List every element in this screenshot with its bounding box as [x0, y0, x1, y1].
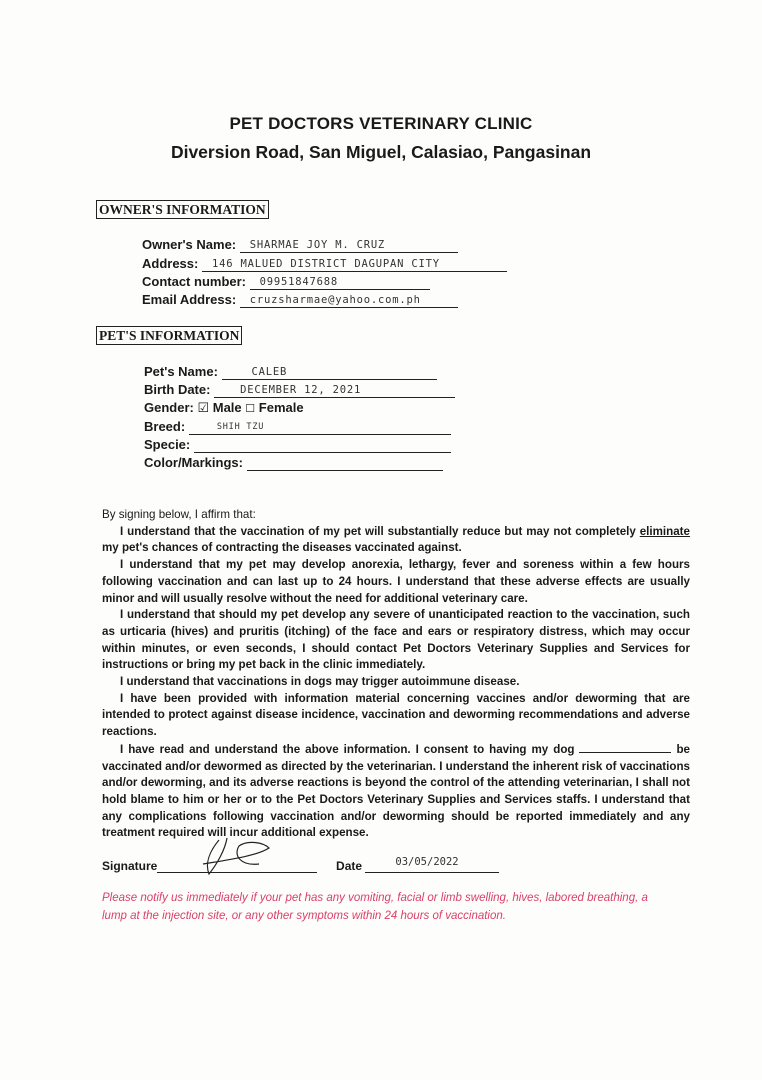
notice-text: Please notify us immediately if your pet has any vomiting, facial or limb swelling, hives, labored breathing, a lump at the injection site, or any other symptoms within 24 hours of vaccination.: [102, 892, 648, 922]
pet-section-title: PET'S INFORMATION: [96, 326, 242, 345]
pet-gender-row: [144, 400, 304, 417]
consent-text: [102, 507, 690, 842]
pet-specie-field[interactable]: [194, 438, 451, 453]
consent-p6-b: be vaccinated and/or dewormed as directed by the veterinarian. I understand the inherent risk of vaccinations and/or deworming, and its adverse reactions is beyond the control of the attending veterinarian, I shall not hold blame to him or her or to the Pet Doctors Veterinary Supplies and Services staffs. I understand that any complications following vaccination and/or deworming should be reported immediately and any treatment required will incur additional expense.: [102, 742, 690, 840]
consent-p4: I understand that vaccinations in dogs may trigger autoimmune disease.: [120, 675, 520, 689]
consent-p1-a: I understand that the vaccination of my pet will substantially reduce but may not completely: [120, 524, 636, 538]
male-checkbox[interactable]: ☑: [197, 400, 210, 415]
owner-email-field[interactable]: cruzsharmae@yahoo.com.ph: [240, 293, 458, 308]
pet-name-row: [144, 364, 437, 380]
clinic-address: Diversion Road, San Miguel, Calasiao, Pangasinan: [170, 142, 592, 162]
pet-breed-label: Breed:: [144, 419, 186, 434]
pet-birth-label: Birth Date:: [144, 382, 211, 397]
owner-address-label: Address:: [142, 256, 199, 271]
pet-color-row: [144, 455, 443, 471]
pet-specie-row: [144, 437, 451, 453]
consent-p3: I understand that should my pet develop any severe of unanticipated reaction to the vaccination, such as urticaria (hives) and pruritis (itching) of the face and ears or respiratory distress, which may occur within minutes, or even seconds, I should contact Pet Doctors Veterinary Supplies and Services for instructions or bring my pet back in the clinic immediately.: [102, 608, 690, 672]
consent-p2: I understand that my pet may develop anorexia, lethargy, fever and soreness within a few hours following vaccination and can last up to 24 hours. I understand that these adverse effects are usually minor and will usually resolve without the need for additional veterinary care.: [102, 558, 690, 605]
signature-field[interactable]: [157, 852, 317, 873]
pet-name-label: Pet's Name:: [144, 364, 218, 379]
consent-intro: By signing below, I affirm that:: [102, 508, 256, 521]
pet-breed-field[interactable]: SHIH TZU: [189, 420, 451, 435]
signature-scribble: [197, 834, 277, 880]
owner-section-title: OWNER'S INFORMATION: [96, 200, 269, 219]
female-checkbox[interactable]: ☐: [245, 403, 256, 415]
pet-color-label: Color/Markings:: [144, 455, 243, 470]
owner-contact-field[interactable]: 09951847688: [250, 275, 430, 290]
date-field[interactable]: 03/05/2022: [365, 856, 499, 873]
pet-birth-field[interactable]: DECEMBER 12, 2021: [214, 383, 455, 398]
owner-email-label: Email Address:: [142, 292, 237, 307]
consent-p1-eliminate: eliminate: [639, 524, 690, 538]
female-label: Female: [258, 400, 304, 415]
pet-name-field[interactable]: CALEB: [222, 365, 437, 380]
owner-address-row: [142, 256, 507, 272]
pet-breed-row: [144, 419, 451, 435]
consent-p1: [102, 524, 690, 557]
consent-p6-a: I have read and understand the above information. I consent to having my dog: [120, 742, 575, 756]
consent-p5: I have been provided with information material concerning vaccines and/or deworming that are intended to protect against disease incidence, vaccination and deworming recommendations and adverse reactions.: [102, 691, 690, 739]
dog-name-blank[interactable]: [579, 741, 671, 753]
pet-specie-label: Specie:: [144, 437, 191, 452]
male-label: Male: [212, 400, 242, 415]
consent-p1-b: my pet's chances of contracting the diseases vaccinated against.: [102, 541, 462, 555]
owner-contact-row: [142, 274, 430, 290]
owner-name-label: Owner's Name:: [142, 237, 237, 252]
pet-color-field[interactable]: [247, 456, 443, 471]
pet-gender-label: Gender:: [144, 400, 194, 415]
date-label: Date: [336, 859, 363, 873]
owner-name-row: [142, 237, 458, 253]
pet-birth-row: [144, 382, 455, 398]
consent-p6: [102, 741, 690, 842]
clinic-name: PET DOCTORS VETERINARY CLINIC: [229, 114, 533, 133]
owner-contact-label: Contact number:: [142, 274, 246, 289]
signature-label: Signature: [102, 859, 158, 873]
signature-row: [102, 852, 499, 873]
owner-email-row: [142, 292, 458, 308]
owner-address-field[interactable]: 146 MALUED DISTRICT DAGUPAN CITY: [202, 257, 507, 272]
owner-name-field[interactable]: SHARMAE JOY M. CRUZ: [240, 238, 458, 253]
